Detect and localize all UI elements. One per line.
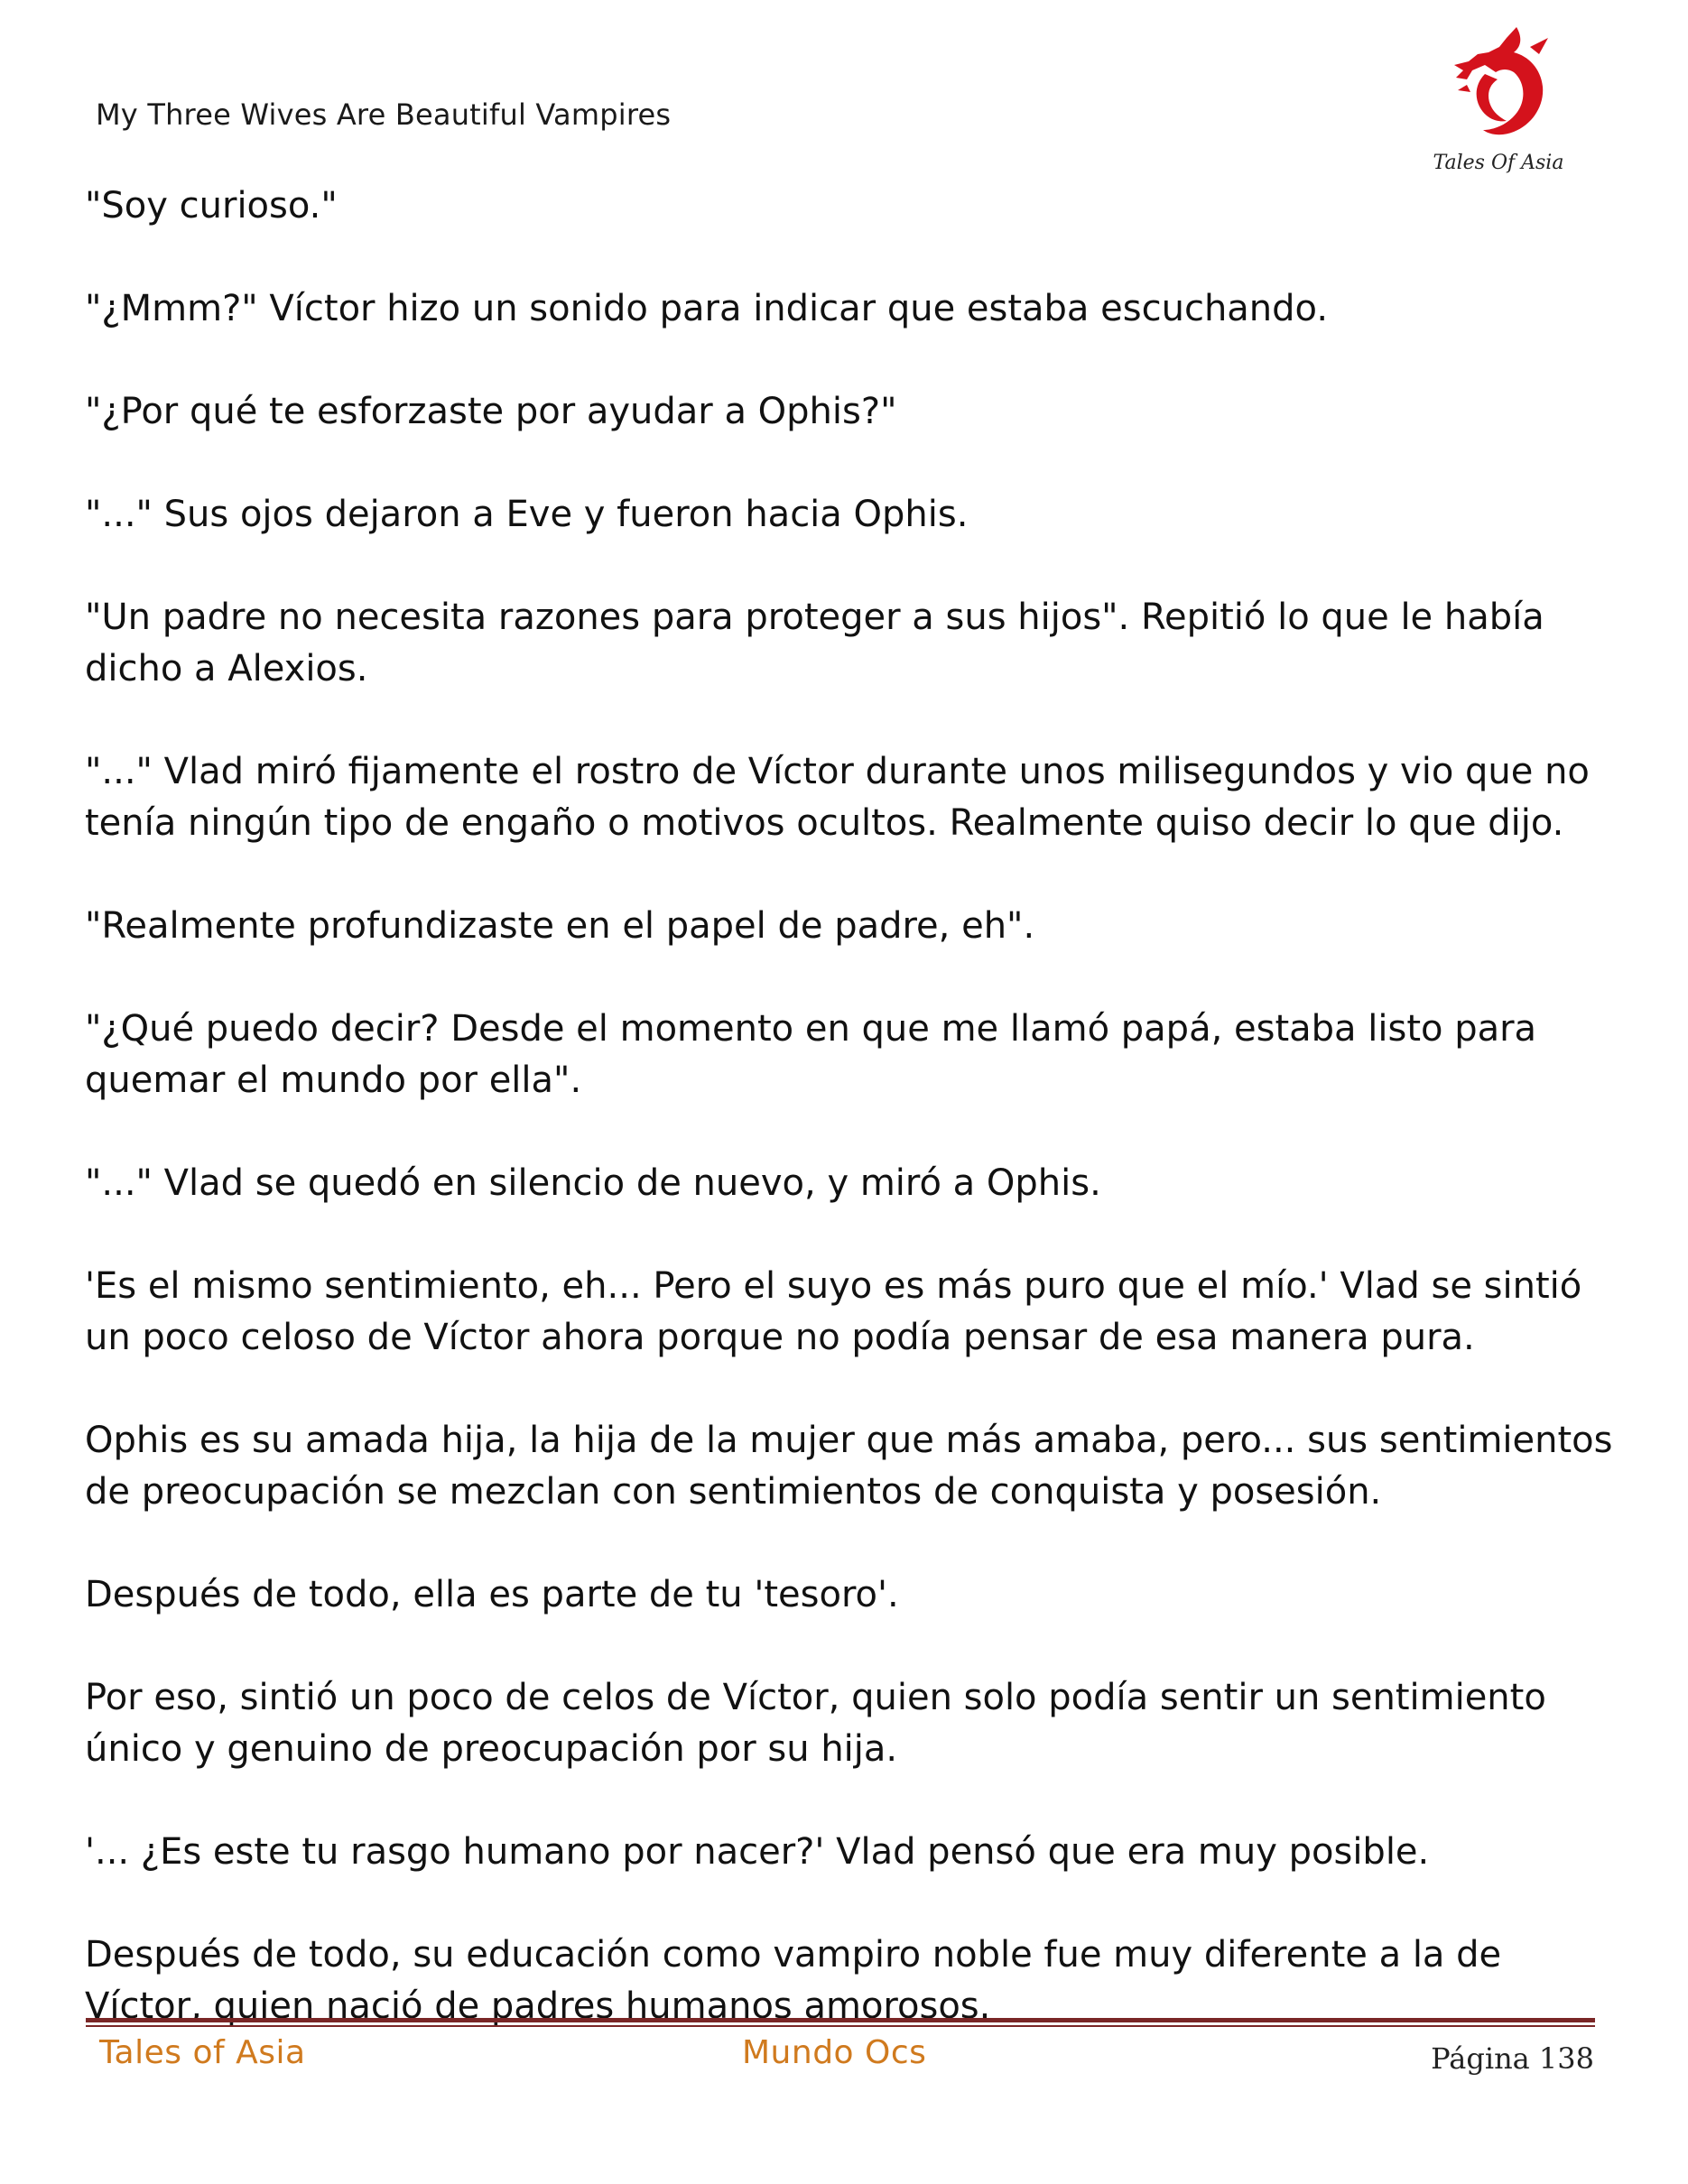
paragraph: "¿Por qué te esforzaste por ayudar a Ophis?" xyxy=(85,391,897,432)
book-title: My Three Wives Are Beautiful Vampires xyxy=(96,97,672,132)
paragraph: Después de todo, ella es parte de tu 'tesoro'. xyxy=(85,1574,899,1615)
footer-site-name: Tales of Asia xyxy=(99,2034,306,2071)
paragraph: "¿Mmm?" Víctor hizo un sonido para indicar que estaba escuchando. xyxy=(85,288,1329,329)
logo-text: Tales Of Asia xyxy=(1433,152,1564,174)
paragraph: "..." Vlad se quedó en silencio de nuevo, y miró a Ophis. xyxy=(85,1162,1101,1204)
chapter-body xyxy=(85,180,1619,2084)
paragraph: "..." Vlad miró fijamente el rostro de Víctor durante unos milisegundos y vio que no tenía ningún tipo de engaño o motivos ocultos. Realmente quiso decir lo que dijo. xyxy=(85,751,1590,844)
paragraph: "..." Sus ojos dejaron a Eve y fueron hacia Ophis. xyxy=(85,494,969,535)
paragraph: Después de todo, su educación como vampiro noble fue muy diferente a la de Víctor, quien nació de padres humanos amorosos. xyxy=(85,1934,1502,2027)
page-number: Página 138 xyxy=(1431,2041,1594,2076)
paragraph: '... ¿Es este tu rasgo humano por nacer?' Vlad pensó que era muy posible. xyxy=(85,1831,1430,1873)
footer-section-name: Mundo Ocs xyxy=(742,2034,927,2071)
paragraph: "Soy curioso." xyxy=(85,185,338,227)
paragraph: "¿Qué puedo decir? Desde el momento en que me llamó papá, estaba listo para quemar el mundo por ella". xyxy=(85,1008,1537,1101)
paragraph: "Realmente profundizaste en el papel de padre, eh". xyxy=(85,905,1035,947)
paragraph: 'Es el mismo sentimiento, eh... Pero el suyo es más puro que el mío.' Vlad se sintió un poco celoso de Víctor ahora porque no podía pensar de esa manera pura. xyxy=(85,1265,1582,1358)
paragraph: Por eso, sintió un poco de celos de Víctor, quien solo podía sentir un sentimiento único y genuino de preocupación por su hija. xyxy=(85,1677,1546,1770)
footer-rule xyxy=(86,2018,1595,2027)
logo xyxy=(1431,20,1566,182)
red-dragon-icon xyxy=(1431,20,1566,155)
paragraph: "Un padre no necesita razones para proteger a sus hijos". Repitió lo que le había dicho a Alexios. xyxy=(85,597,1544,689)
paragraph: Ophis es su amada hija, la hija de la mujer que más amaba, pero... sus sentimientos de preocupación se mezclan con sentimientos de conquista y posesión. xyxy=(85,1420,1613,1513)
